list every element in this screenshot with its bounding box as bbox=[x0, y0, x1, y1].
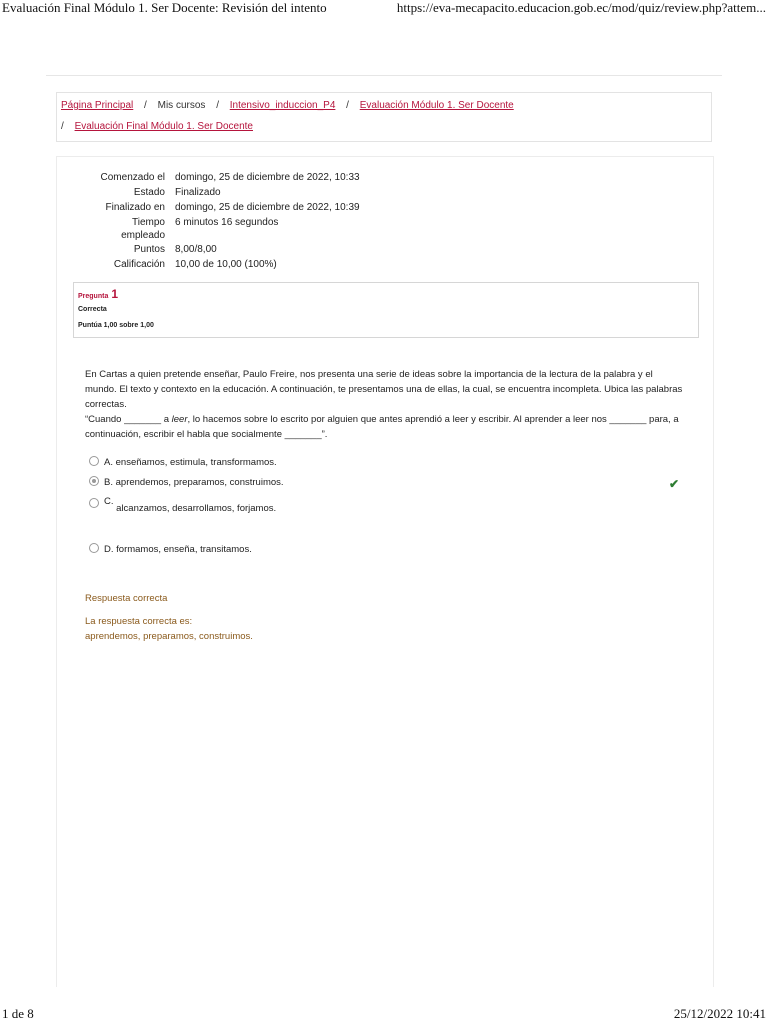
summary-row-points bbox=[57, 243, 713, 258]
breadcrumb-item-my-courses: Mis cursos bbox=[157, 100, 206, 111]
question-paragraph-quote: “Cuando _______ a leer, lo hacemos sobre lo escrito por alguien que antes aprendió a leer y escribir. Al aprender a leer nos _______ para, a continuación, escribir el habla que socialmente _______”. bbox=[85, 414, 679, 440]
quiz-review-content bbox=[56, 156, 714, 987]
radio-button[interactable] bbox=[89, 498, 99, 508]
breadcrumb-link-module[interactable]: Evaluación Módulo 1. Ser Docente bbox=[359, 100, 514, 111]
option-letter: C. bbox=[104, 496, 114, 507]
summary-row-started bbox=[57, 171, 713, 186]
summary-row-time bbox=[57, 216, 713, 243]
option-text: enseñamos, estimula, transformamos. bbox=[115, 457, 277, 468]
print-page-url: https://eva-mecapacito.educacion.gob.ec/mod/quiz/review.php?attem... bbox=[396, 0, 766, 15]
divider bbox=[46, 75, 722, 76]
question-number bbox=[78, 287, 118, 301]
print-page-title: Evaluación Final Módulo 1. Ser Docente: Revisión del intento bbox=[2, 0, 327, 15]
summary-value: 10,00 de 10,00 (100%) bbox=[175, 259, 277, 270]
summary-value: domingo, 25 de diciembre de 2022, 10:39 bbox=[175, 202, 360, 213]
breadcrumb-link-home[interactable]: Página Principal bbox=[61, 100, 134, 111]
question-paragraph: En Cartas a quien pretende enseñar, Paulo Freire, nos presenta una serie de ideas sobre la importancia de la lectura de la palabra y el mundo. El texto y contexto en la educación. A continuación, te presentamos una de ellas, la cual, se encuentra incompleta. Ubica las palabras correctas. bbox=[85, 369, 683, 410]
option-text: aprendemos, preparamos, construimos. bbox=[115, 477, 284, 488]
answer-option-a[interactable] bbox=[89, 457, 277, 468]
answer-option-d[interactable] bbox=[89, 544, 252, 555]
print-header bbox=[0, 0, 768, 18]
summary-row-grade bbox=[57, 258, 713, 273]
breadcrumb-link-quiz[interactable]: Evaluación Final Módulo 1. Ser Docente bbox=[74, 121, 253, 132]
breadcrumb-separator: / bbox=[346, 100, 349, 111]
breadcrumb bbox=[56, 92, 712, 142]
summary-label: Calificación bbox=[113, 259, 165, 270]
radio-button[interactable] bbox=[89, 543, 99, 553]
correct-check-icon: ✔ bbox=[669, 477, 680, 491]
summary-row-state bbox=[57, 186, 713, 201]
option-letter: A. bbox=[104, 457, 113, 468]
summary-label: Estado bbox=[133, 187, 165, 198]
print-footer bbox=[0, 1006, 768, 1024]
summary-label: Finalizado en bbox=[105, 202, 165, 213]
radio-button[interactable] bbox=[89, 456, 99, 466]
option-text: alcanzamos, desarrollamos, forjamos. bbox=[116, 503, 277, 514]
question-feedback bbox=[85, 591, 685, 644]
correct-answer-text: aprendemos, preparamos, construimos. bbox=[85, 631, 253, 642]
breadcrumb-link-course[interactable]: Intensivo_induccion_P4 bbox=[229, 100, 336, 111]
summary-label: Tiempo empleado bbox=[121, 217, 165, 241]
attempt-summary bbox=[57, 171, 713, 273]
question-label: Pregunta bbox=[78, 293, 109, 300]
question-number-value: 1 bbox=[111, 287, 119, 301]
option-text: formamos, enseña, transitamos. bbox=[116, 544, 252, 555]
summary-row-finished bbox=[57, 201, 713, 216]
question-state: Correcta bbox=[78, 306, 107, 313]
summary-value: 6 minutos 16 segundos bbox=[175, 217, 279, 228]
summary-value: Finalizado bbox=[175, 187, 221, 198]
breadcrumb-separator: / bbox=[144, 100, 147, 111]
correct-answer-label: La respuesta correcta es: bbox=[85, 616, 193, 627]
answer-option-c[interactable] bbox=[89, 496, 277, 514]
summary-value: 8,00/8,00 bbox=[175, 244, 217, 255]
page-counter: 1 de 8 bbox=[2, 1006, 34, 1021]
answer-option-b[interactable] bbox=[89, 477, 284, 488]
option-letter: D. bbox=[104, 544, 114, 555]
option-letter: B. bbox=[104, 477, 113, 488]
summary-label: Puntos bbox=[133, 244, 165, 255]
question-grade: Puntúa 1,00 sobre 1,00 bbox=[78, 322, 154, 329]
feedback-title: Respuesta correcta bbox=[85, 593, 168, 604]
breadcrumb-separator: / bbox=[61, 121, 64, 132]
question-text bbox=[85, 367, 685, 442]
summary-label: Comenzado el bbox=[100, 172, 165, 183]
radio-button-selected[interactable] bbox=[89, 476, 99, 486]
print-datetime: 25/12/2022 10:41 bbox=[673, 1006, 766, 1021]
summary-value: domingo, 25 de diciembre de 2022, 10:33 bbox=[175, 172, 360, 183]
question-info-box bbox=[73, 282, 699, 338]
breadcrumb-separator: / bbox=[216, 100, 219, 111]
